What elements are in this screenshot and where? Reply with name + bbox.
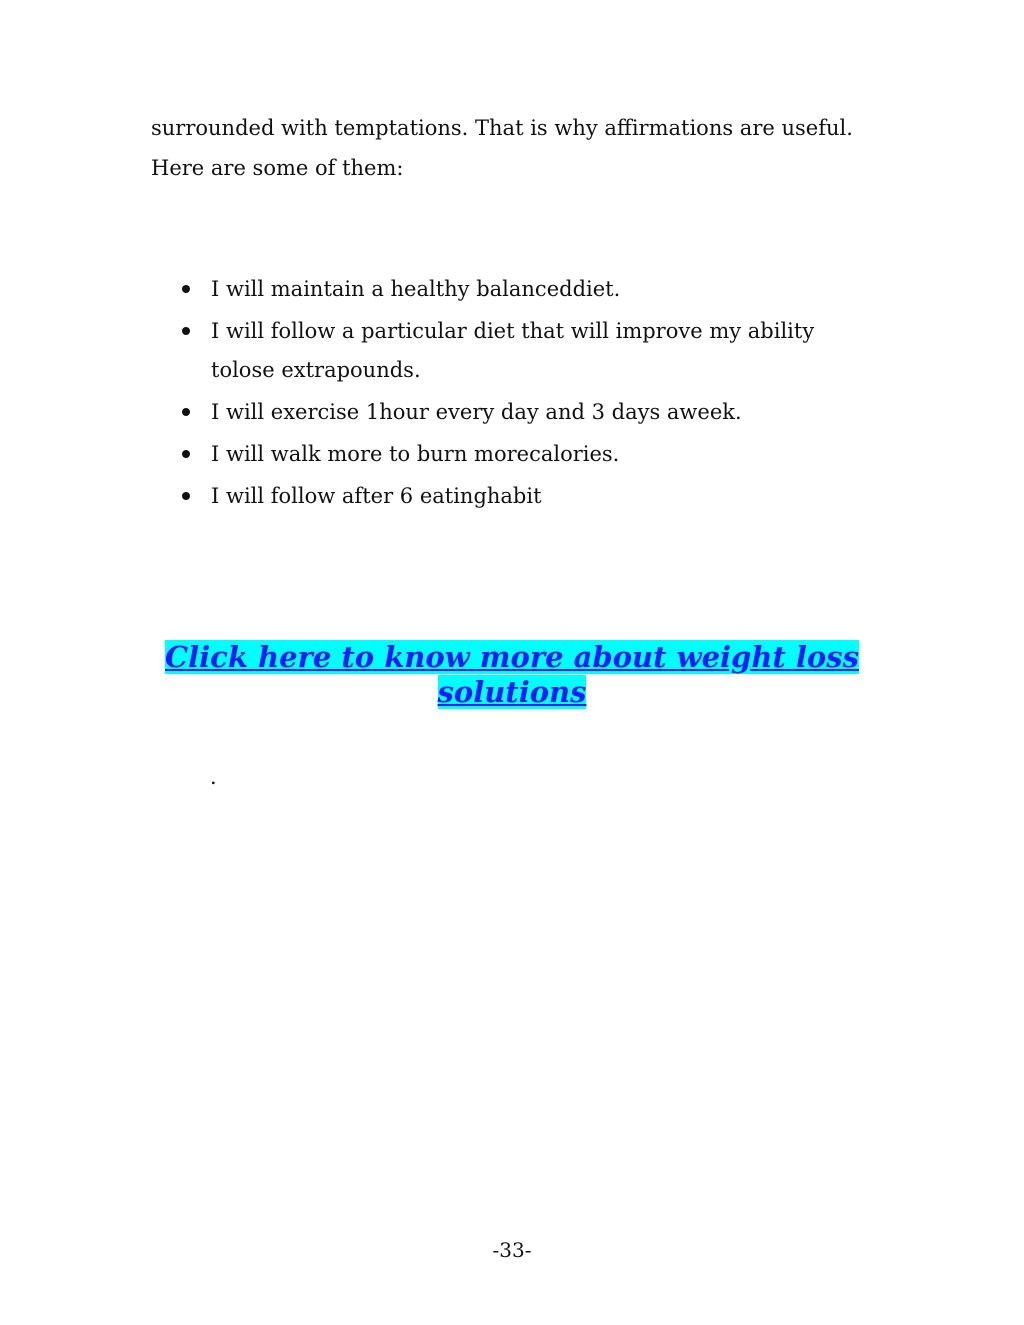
bullet-icon [182,327,190,335]
bullet-icon [182,492,190,500]
list-item [180,312,880,390]
weight-loss-link-block [0,640,1024,710]
weight-loss-link-line-1[interactable]: Click here to know more about weight loss [165,640,859,674]
list-item-text: I will follow after 6 eatinghabit [211,484,542,508]
list-item-text: I will walk more to burn morecalories. [211,442,620,466]
paragraph-line-2: Here are some of them: [151,156,404,180]
bullet-icon [182,450,190,458]
list-item-text: I will exercise 1hour every day and 3 days aweek. [211,400,742,424]
list-item-text: I will maintain a healthy balanceddiet. [211,277,621,301]
bullet-icon [182,408,190,416]
list-item [180,270,880,309]
stray-period: . [210,765,217,789]
bullet-icon [182,285,190,293]
affirmations-list [180,270,880,519]
page-number: -33- [492,1238,532,1262]
weight-loss-link-line-2[interactable]: solutions [437,675,587,709]
list-item [180,393,880,432]
list-item-text: I will follow a particular diet that will improve my ability tolose extrapounds. [211,319,815,382]
list-item [180,435,880,474]
paragraph-line-1: surrounded with temptations. That is why affirmations are useful. [151,116,853,140]
list-item [180,477,880,516]
